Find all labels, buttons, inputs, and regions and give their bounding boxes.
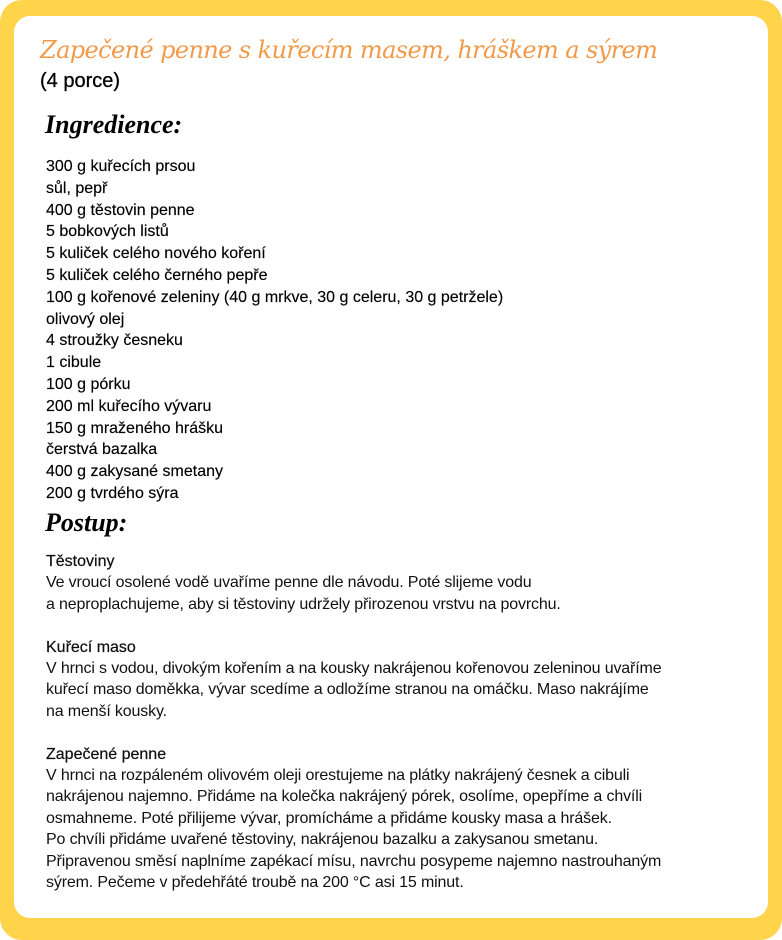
method-steps	[46, 551, 766, 915]
step-text-line: na menší kousky.	[46, 702, 167, 720]
step-text-line: osmahneme. Poté přilijeme vývar, promícháme a přidáme kousky masa a hrášek.	[46, 809, 612, 827]
ingredient-item: 300 g kuřecích prsou	[46, 158, 196, 175]
step-text-line: nakrájenou najemno. Přidáme na kolečka nakrájený pórek, osolíme, opepříme a chvíli	[46, 788, 643, 806]
ingredient-item: 5 kuliček celého černého pepře	[46, 266, 268, 284]
ingredient-item: 150 g mraženého hrášku	[46, 419, 223, 437]
step-text-line: V hrnci s vodou, divokým kořením a na kousky nakrájenou kořenovou zeleninou uvaříme	[46, 660, 662, 678]
step-title: Zapečené penne	[46, 745, 167, 763]
ingredient-item: 400 g těstovin penne	[46, 201, 195, 219]
step-title: Kuřecí maso	[46, 638, 136, 656]
ingredient-item: čerstvá bazalka	[46, 441, 158, 459]
step-text-line: V hrnci na rozpáleném olivovém oleji orestujeme na plátky nakrájený česnek a cibuli	[46, 767, 630, 785]
step-bake	[46, 744, 766, 894]
step-text-line: a neproplachujeme, aby si těstoviny udržely přirozenou vrstvu na povrchu.	[46, 595, 561, 613]
ingredient-item: 100 g pórku	[46, 375, 131, 393]
ingredient-item: 5 bobkových listů	[46, 223, 169, 241]
ingredient-item: 200 ml kuřecího vývaru	[46, 397, 212, 415]
ingredient-list	[46, 156, 503, 505]
step-text-line: Po chvíli přidáme uvařené těstoviny, nakrájenou bazalku a zakysanou smetanu.	[46, 831, 599, 849]
ingredient-item: 200 g tvrdého sýra	[46, 484, 179, 502]
recipe-title: Zapečené penne s kuřecím masem, hráškem a sýrem	[40, 36, 658, 64]
ingredient-item: sůl, pepř	[46, 179, 108, 197]
ingredient-item: 1 cibule	[46, 354, 102, 372]
ingredient-item: 4 stroužky česneku	[46, 332, 183, 350]
ingredient-item: 100 g kořenové zeleniny (40 g mrkve, 30 g celeru, 30 g petržele)	[46, 288, 504, 306]
servings: (4 porce)	[40, 70, 121, 92]
step-pasta	[46, 551, 766, 615]
step-title: Těstoviny	[46, 553, 115, 570]
ingredients-heading: Ingredience:	[45, 110, 183, 139]
ingredient-item: 5 kuliček celého nového koření	[46, 245, 266, 263]
step-text-line: Připravenou směsí naplníme zapékací mísu, navrchu posypeme najemno nastrouhaným	[46, 852, 662, 870]
ingredient-item: 400 g zakysané smetany	[46, 463, 223, 481]
ingredient-item: olivový olej	[46, 310, 125, 328]
step-text-line: kuřecí maso doměkka, vývar scedíme a odložíme stranou na omáčku. Maso nakrájíme	[46, 681, 649, 699]
step-text-line: sýrem. Pečeme v předehřáté troubě na 200 °C asi 15 minut.	[46, 874, 464, 892]
step-chicken	[46, 637, 766, 723]
step-text-line: Ve vroucí osolené vodě uvaříme penne dle návodu. Poté slijeme vodu	[46, 574, 532, 592]
method-heading: Postup:	[45, 508, 128, 537]
